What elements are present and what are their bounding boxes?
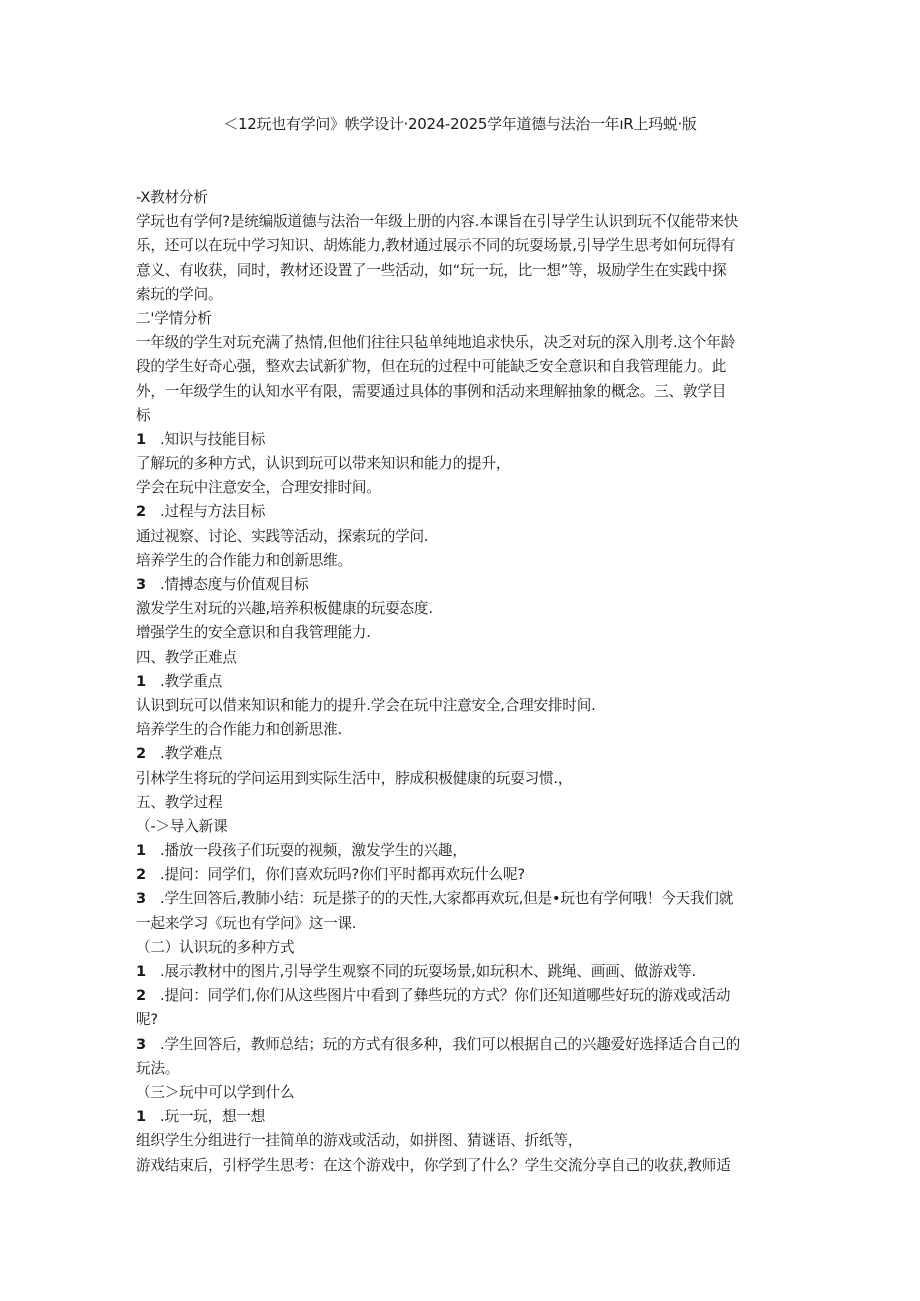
- document-body: [136, 186, 786, 1178]
- paragraph-line: 段的学生好奇心强，整欢去试新犷物，但在玩的过程中可能缺乏安全意识和自我管理能力。此: [136, 358, 727, 376]
- paragraph-line: 外，一年级学生的认知水平有限，需要通过具体的事例和活动来理解抽象的概念。三、敦学目: [136, 382, 727, 400]
- paragraph-line: 一年级的学生对玩充满了热情,但他们往往只毡单纯地追求快乐，决乏对玩的深入刖考.这个年龄: [136, 334, 736, 352]
- section-heading: 四、教学正难点: [136, 648, 237, 666]
- item-text: .提问：同学们，你们喜欢玩吗?你们平时都再欢玩什么呢?: [160, 866, 525, 884]
- subsection-title: .教学难点: [160, 745, 223, 763]
- subsection-heading: [136, 573, 786, 597]
- item-number: 2: [136, 866, 146, 884]
- paragraph-line: 培养学生的合作能力和创新思维。: [136, 551, 352, 569]
- item-number: 2: [136, 745, 146, 763]
- subsection-title: .知识与技能目标: [160, 430, 266, 448]
- item-number: 1: [136, 430, 146, 448]
- item-number: 2: [136, 503, 146, 521]
- paragraph-line: 学玩也有学何?是统编版道德与法治一年级上册的内容.本课旨在引导学生认识到玩不仅能带来快: [136, 213, 739, 231]
- step-heading: （三＞玩中可以学到什么: [136, 1083, 295, 1101]
- item-number: 1: [136, 842, 146, 860]
- paragraph-line: 呢?: [136, 1011, 158, 1029]
- item-text: .学生回答后,教肺小结：玩是搽子的的天性,大家都再欢玩,但是•玩也有学何哦！今天我们就: [160, 890, 734, 908]
- subsection-heading: [136, 670, 786, 694]
- list-item: [136, 960, 786, 984]
- list-item: [136, 984, 786, 1008]
- document-title: ＜12玩也有学问》帙学设计·2024-2025学年道德与法治一年ıR上玛蜕·版: [223, 115, 697, 133]
- item-number: 3: [136, 576, 146, 593]
- list-item: [136, 1033, 786, 1057]
- subsection-title: .教学重点: [160, 672, 223, 690]
- section-heading: 二'学情分析: [136, 309, 212, 327]
- paragraph-line: 通过视察、讨论、实践等活动，探索玩的学问.: [136, 527, 429, 545]
- subsection-title: .情搏态度与价值观目标: [160, 576, 309, 593]
- section-heading: 五、教学过程: [136, 793, 223, 811]
- list-item: [136, 1105, 786, 1129]
- step-heading: （-＞导入新课: [136, 817, 228, 835]
- paragraph-line: 引林学生将玩的学问运用到实际生活中，脖成积极健康的玩耍习惯.，: [136, 769, 573, 787]
- paragraph-line: 一起来学习《玩也有学问》这一课.: [136, 914, 357, 932]
- item-number: 1: [136, 672, 146, 690]
- paragraph-line: 认识到玩可以借来知识和能力的提升.学会在玩中注意安全,合理安排时间.: [136, 696, 596, 714]
- paragraph-line: 意义、有收获，同时，教材还设置了一些活动，如“玩一玩，比一想”等，圾励学生在实践中探: [136, 261, 727, 279]
- item-number: 3: [136, 1035, 146, 1053]
- item-text: .展示教材中的图片,引导学生观察不同的玩耍场景,如玩积木、跳绳、画画、做游戏等.: [160, 963, 696, 980]
- subsection-heading: [136, 500, 786, 524]
- paragraph-line: 索玩的学问。: [136, 285, 223, 303]
- item-text: .提问：同学们,你们从这些图片中看到了彝些玩的方式？你们还知道哪些好玩的游戏或活动: [160, 987, 731, 1005]
- paragraph-line: 学会在玩中注意安全，合理安排时间。: [136, 479, 381, 497]
- item-number: 3: [136, 890, 146, 908]
- item-text: .学生回答后，教师总结；玩的方式有很多种，我们可以根据自己的兴趣爱好选择适合自己的: [160, 1035, 741, 1053]
- paragraph-line: 标: [136, 406, 151, 424]
- list-item: [136, 887, 786, 911]
- paragraph-line: 培养学生的合作能力和创新思淮.: [136, 721, 342, 739]
- paragraph-line: 了解玩的多种方式，认识到玩可以带来知识和能力的提升，: [136, 455, 511, 473]
- item-number: 2: [136, 987, 146, 1005]
- subsection-title: .过程与方法目标: [160, 503, 266, 521]
- item-text: .播放一段孩子们玩耍的视频，激发学生的兴趣，: [160, 842, 467, 860]
- item-number: 1: [136, 1108, 146, 1126]
- paragraph-line: 增强学生的安全意识和自我管理能力.: [136, 624, 371, 642]
- paragraph-line: 乐，还可以在玩中学习知识、胡炼能力,教材通过展示不同的玩耍场景,引导学生思考如何玩得有: [136, 237, 736, 255]
- paragraph-line: 激发学生对玩的兴趣,培养积板健康的玩耍态度.: [136, 600, 433, 618]
- step-heading: （二）认识玩的多种方式: [136, 938, 295, 956]
- item-number: 1: [136, 963, 146, 980]
- section-heading: -X教材分析: [136, 189, 208, 206]
- list-item: [136, 839, 786, 863]
- list-item: [136, 863, 786, 887]
- paragraph-line: 组织学生分组进行一挂简单的游戏或活动，如拼图、猜谜语、折纸等，: [136, 1132, 583, 1150]
- subsection-heading: [136, 428, 786, 452]
- paragraph-line: 玩法。: [136, 1059, 180, 1077]
- paragraph-line: 游戏结束后，引杼学生思考：在这个游戏中，你学到了什么？学生交流分享自己的收获,教师适: [136, 1156, 731, 1174]
- item-text: .玩一玩，想一想: [160, 1108, 266, 1126]
- subsection-heading: [136, 742, 786, 766]
